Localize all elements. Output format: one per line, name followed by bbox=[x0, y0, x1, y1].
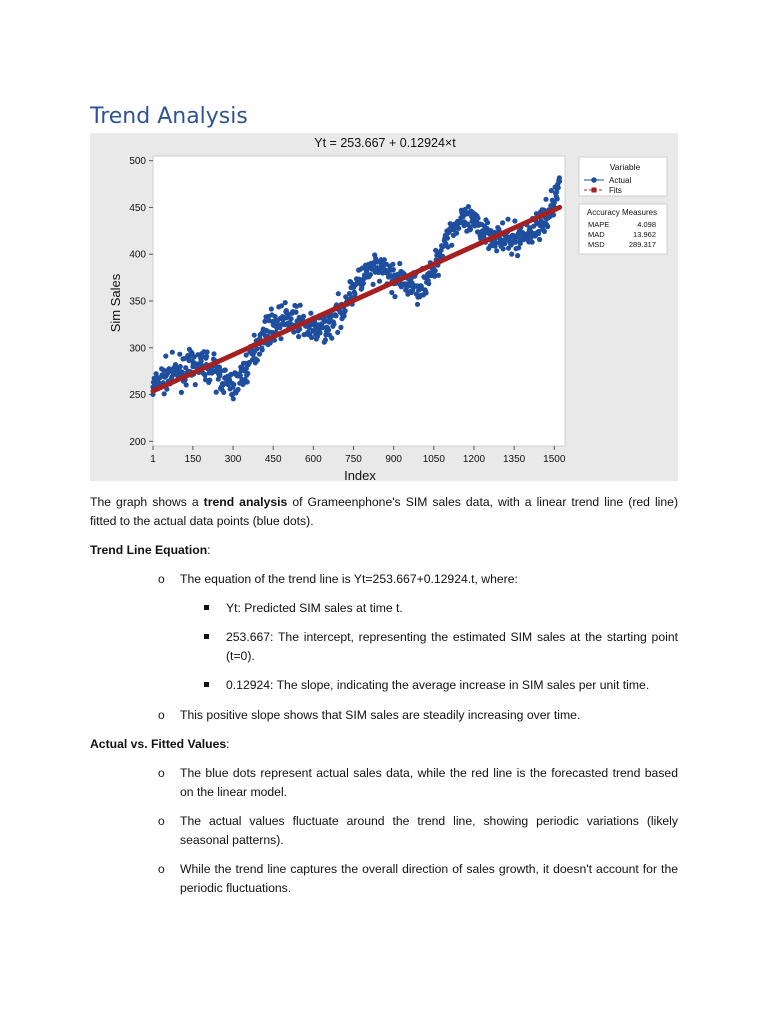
actual-point bbox=[293, 310, 298, 315]
actual-point bbox=[214, 390, 219, 395]
legend bbox=[579, 157, 667, 196]
bullet-o-icon: o bbox=[158, 862, 165, 876]
x-tick-label: 1350 bbox=[503, 454, 526, 465]
intro-text-bold: trend analysis bbox=[203, 495, 288, 509]
y-tick-label: 350 bbox=[129, 296, 146, 308]
section-title-colon: : bbox=[207, 543, 211, 557]
actual-point bbox=[217, 373, 222, 378]
intro-text-post: of Grameenphone's SIM sales data, with a linear trend line (red line) fitted to the actual data points (blue dots). bbox=[90, 495, 678, 528]
actual-point bbox=[308, 311, 313, 316]
actual-point bbox=[542, 229, 547, 234]
actual-point bbox=[397, 261, 402, 266]
actual-point bbox=[552, 200, 557, 205]
actual-point bbox=[426, 281, 431, 286]
actual-point bbox=[335, 330, 340, 335]
actual-point bbox=[244, 366, 249, 371]
bullet-square-icon bbox=[204, 605, 209, 610]
actual-point bbox=[221, 382, 226, 387]
actual-point bbox=[338, 325, 343, 330]
actual-point bbox=[556, 185, 561, 190]
accuracy-label-mape: MAPE bbox=[588, 220, 610, 229]
actual-point bbox=[545, 224, 550, 229]
accuracy-value-mape: 4.098 bbox=[637, 220, 656, 229]
actual-point bbox=[557, 179, 562, 184]
actual-point bbox=[317, 330, 322, 335]
chart-title: Yt = 253.667 + 0.12924×t bbox=[314, 136, 456, 150]
y-tick-label: 450 bbox=[129, 202, 146, 214]
actual-point bbox=[298, 303, 303, 308]
accuracy-value-msd: 289.317 bbox=[628, 240, 656, 249]
y-tick-label: 300 bbox=[129, 343, 146, 355]
actual-point bbox=[377, 279, 382, 284]
actual-point bbox=[485, 228, 490, 233]
actual-point bbox=[255, 358, 260, 363]
x-tick-label: 300 bbox=[224, 454, 242, 465]
actual-point bbox=[230, 385, 235, 390]
section-title-actual-fitted: Actual vs. Fitted Values bbox=[90, 737, 227, 751]
actual-point bbox=[371, 282, 376, 287]
actual-point bbox=[445, 236, 450, 241]
x-tick-label: 1050 bbox=[422, 454, 445, 465]
y-axis-label: Sim Sales bbox=[108, 273, 123, 333]
actual-point bbox=[269, 306, 274, 311]
actual-point bbox=[468, 227, 473, 232]
y-ticks bbox=[129, 156, 153, 448]
actual-point bbox=[331, 322, 336, 327]
actual-point bbox=[271, 322, 276, 327]
actual-point bbox=[485, 220, 490, 225]
actual-point bbox=[296, 334, 301, 339]
actual-point bbox=[436, 273, 441, 278]
actual-point bbox=[525, 231, 530, 236]
legend-fits-label: Fits bbox=[609, 186, 622, 195]
actual-point bbox=[405, 282, 410, 287]
list-item-captures: While the trend line captures the overall direction of sales growth, it doesn't account for the periodic fluctuations. bbox=[180, 862, 678, 895]
actual-point bbox=[311, 328, 316, 333]
bullet-o-icon: o bbox=[158, 766, 165, 780]
actual-point bbox=[177, 369, 182, 374]
actual-point bbox=[162, 391, 167, 396]
section-actual-vs-fitted bbox=[90, 735, 230, 754]
actual-point bbox=[236, 387, 241, 392]
actual-point bbox=[449, 243, 454, 248]
actual-point bbox=[309, 335, 314, 340]
x-tick-label: 1 bbox=[150, 454, 156, 465]
actual-point bbox=[458, 219, 463, 224]
actual-point bbox=[500, 220, 505, 225]
section-title-trend-line: Trend Line Equation bbox=[90, 543, 208, 557]
actual-point bbox=[190, 364, 195, 369]
actual-point bbox=[538, 222, 543, 227]
bullet-o-icon: o bbox=[158, 814, 165, 828]
actual-point bbox=[184, 382, 189, 387]
list-item-fluctuate: The actual values fluctuate around the trend line, showing periodic variations (likely seasonal patterns). bbox=[180, 814, 678, 847]
x-tick-label: 1200 bbox=[462, 454, 486, 465]
actual-point bbox=[245, 371, 250, 376]
actual-point bbox=[343, 308, 348, 313]
y-tick-label: 200 bbox=[129, 436, 146, 448]
actual-point bbox=[284, 315, 289, 320]
actual-point bbox=[338, 310, 343, 315]
actual-point bbox=[223, 367, 228, 372]
x-tick-label: 150 bbox=[184, 454, 202, 465]
actual-point bbox=[445, 231, 450, 236]
bullet-o-icon: o bbox=[158, 708, 165, 722]
actual-point bbox=[289, 316, 294, 321]
intro-paragraph bbox=[90, 493, 678, 531]
actual-point bbox=[283, 300, 288, 305]
actual-point bbox=[323, 337, 328, 342]
actual-point bbox=[178, 364, 183, 369]
actual-point bbox=[329, 336, 334, 341]
actual-point bbox=[301, 314, 306, 319]
bullet-square-icon bbox=[204, 682, 209, 687]
actual-point bbox=[392, 294, 397, 299]
plot-area bbox=[153, 156, 565, 446]
accuracy-label-msd: MSD bbox=[588, 240, 605, 249]
actual-point bbox=[245, 379, 250, 384]
sublist-item-yt: Yt: Predicted SIM sales at time t. bbox=[226, 601, 403, 615]
actual-point bbox=[221, 390, 226, 395]
actual-point bbox=[537, 237, 542, 242]
actual-point bbox=[498, 238, 503, 243]
accuracy-title: Accuracy Measures bbox=[586, 208, 658, 217]
actual-point bbox=[475, 216, 480, 221]
trend-chart bbox=[90, 133, 678, 481]
actual-point bbox=[505, 217, 510, 222]
actual-point bbox=[431, 269, 436, 274]
bullet-square-icon bbox=[204, 634, 209, 639]
actual-point bbox=[466, 204, 471, 209]
section-trend-line-equation bbox=[90, 541, 211, 560]
accuracy-label-mad: MAD bbox=[588, 230, 605, 239]
legend-actual-label: Actual bbox=[609, 176, 632, 185]
y-tick-label: 500 bbox=[129, 156, 146, 168]
actual-point bbox=[199, 359, 204, 364]
page-heading: Trend Analysis bbox=[90, 104, 248, 129]
x-tick-label: 450 bbox=[264, 454, 282, 465]
actual-point bbox=[193, 382, 198, 387]
actual-point bbox=[389, 290, 394, 295]
list-item-positive-slope: This positive slope shows that SIM sales are steadily increasing over time. bbox=[180, 708, 581, 722]
actual-point bbox=[351, 284, 356, 289]
actual-point bbox=[204, 354, 209, 359]
actual-point bbox=[391, 267, 396, 272]
actual-point bbox=[494, 248, 499, 253]
actual-point bbox=[231, 396, 236, 401]
x-tick-label: 600 bbox=[305, 454, 322, 465]
legend-actual-marker bbox=[591, 177, 597, 183]
legend-fits-marker bbox=[592, 188, 597, 193]
x-tick-label: 900 bbox=[385, 454, 403, 465]
actual-point bbox=[278, 336, 283, 341]
trend-chart-svg bbox=[90, 133, 678, 481]
accuracy-value-mad: 13.962 bbox=[633, 230, 656, 239]
actual-point bbox=[530, 240, 535, 245]
actual-point bbox=[170, 350, 175, 355]
intro-text-pre: The graph shows a bbox=[90, 495, 204, 509]
y-tick-label: 250 bbox=[129, 390, 146, 402]
actual-point bbox=[207, 378, 212, 383]
actual-point bbox=[501, 246, 506, 251]
actual-point bbox=[179, 390, 184, 395]
actual-point bbox=[378, 266, 383, 271]
legend-title: Variable bbox=[609, 162, 641, 172]
x-axis-label: Index bbox=[344, 468, 376, 481]
actual-point bbox=[205, 349, 210, 354]
actual-point bbox=[543, 197, 548, 202]
accuracy-measures bbox=[579, 204, 667, 254]
list-item-blue-dots: The blue dots represent actual sales data, while the red line is the forecasted trend based on the linear model. bbox=[180, 766, 678, 799]
actual-point bbox=[324, 325, 329, 330]
actual-point bbox=[211, 351, 216, 356]
actual-point bbox=[334, 313, 339, 318]
actual-point bbox=[418, 284, 423, 289]
actual-point bbox=[509, 252, 514, 257]
bullet-o-icon: o bbox=[158, 572, 165, 586]
actual-point bbox=[177, 352, 182, 357]
actual-point bbox=[382, 257, 387, 262]
x-ticks bbox=[150, 446, 566, 465]
x-tick-label: 750 bbox=[345, 454, 362, 465]
sublist-item-intercept: 253.667: The intercept, representing the estimated SIM sales at the starting point (t=0). bbox=[226, 630, 678, 663]
actual-point bbox=[512, 238, 517, 243]
section-title-colon: : bbox=[226, 737, 230, 751]
actual-point bbox=[512, 218, 517, 223]
y-tick-label: 400 bbox=[129, 249, 146, 261]
actual-point bbox=[163, 354, 168, 359]
actual-point bbox=[471, 222, 476, 227]
x-tick-label: 1500 bbox=[543, 454, 566, 465]
sublist-item-slope: 0.12924: The slope, indicating the average increase in SIM sales per unit time. bbox=[226, 678, 650, 692]
actual-point bbox=[361, 281, 366, 286]
actual-point bbox=[454, 230, 459, 235]
actual-point bbox=[260, 347, 265, 352]
actual-point bbox=[515, 253, 520, 258]
actual-point bbox=[252, 333, 257, 338]
actual-point bbox=[424, 290, 429, 295]
actual-point bbox=[164, 373, 169, 378]
actual-point bbox=[336, 291, 341, 296]
actual-point bbox=[456, 226, 461, 231]
actual-point bbox=[390, 262, 395, 267]
list-item-equation: The equation of the trend line is Yt=253.667+0.12924.t, where: bbox=[180, 572, 518, 586]
actual-point bbox=[415, 302, 420, 307]
actual-point bbox=[364, 272, 369, 277]
